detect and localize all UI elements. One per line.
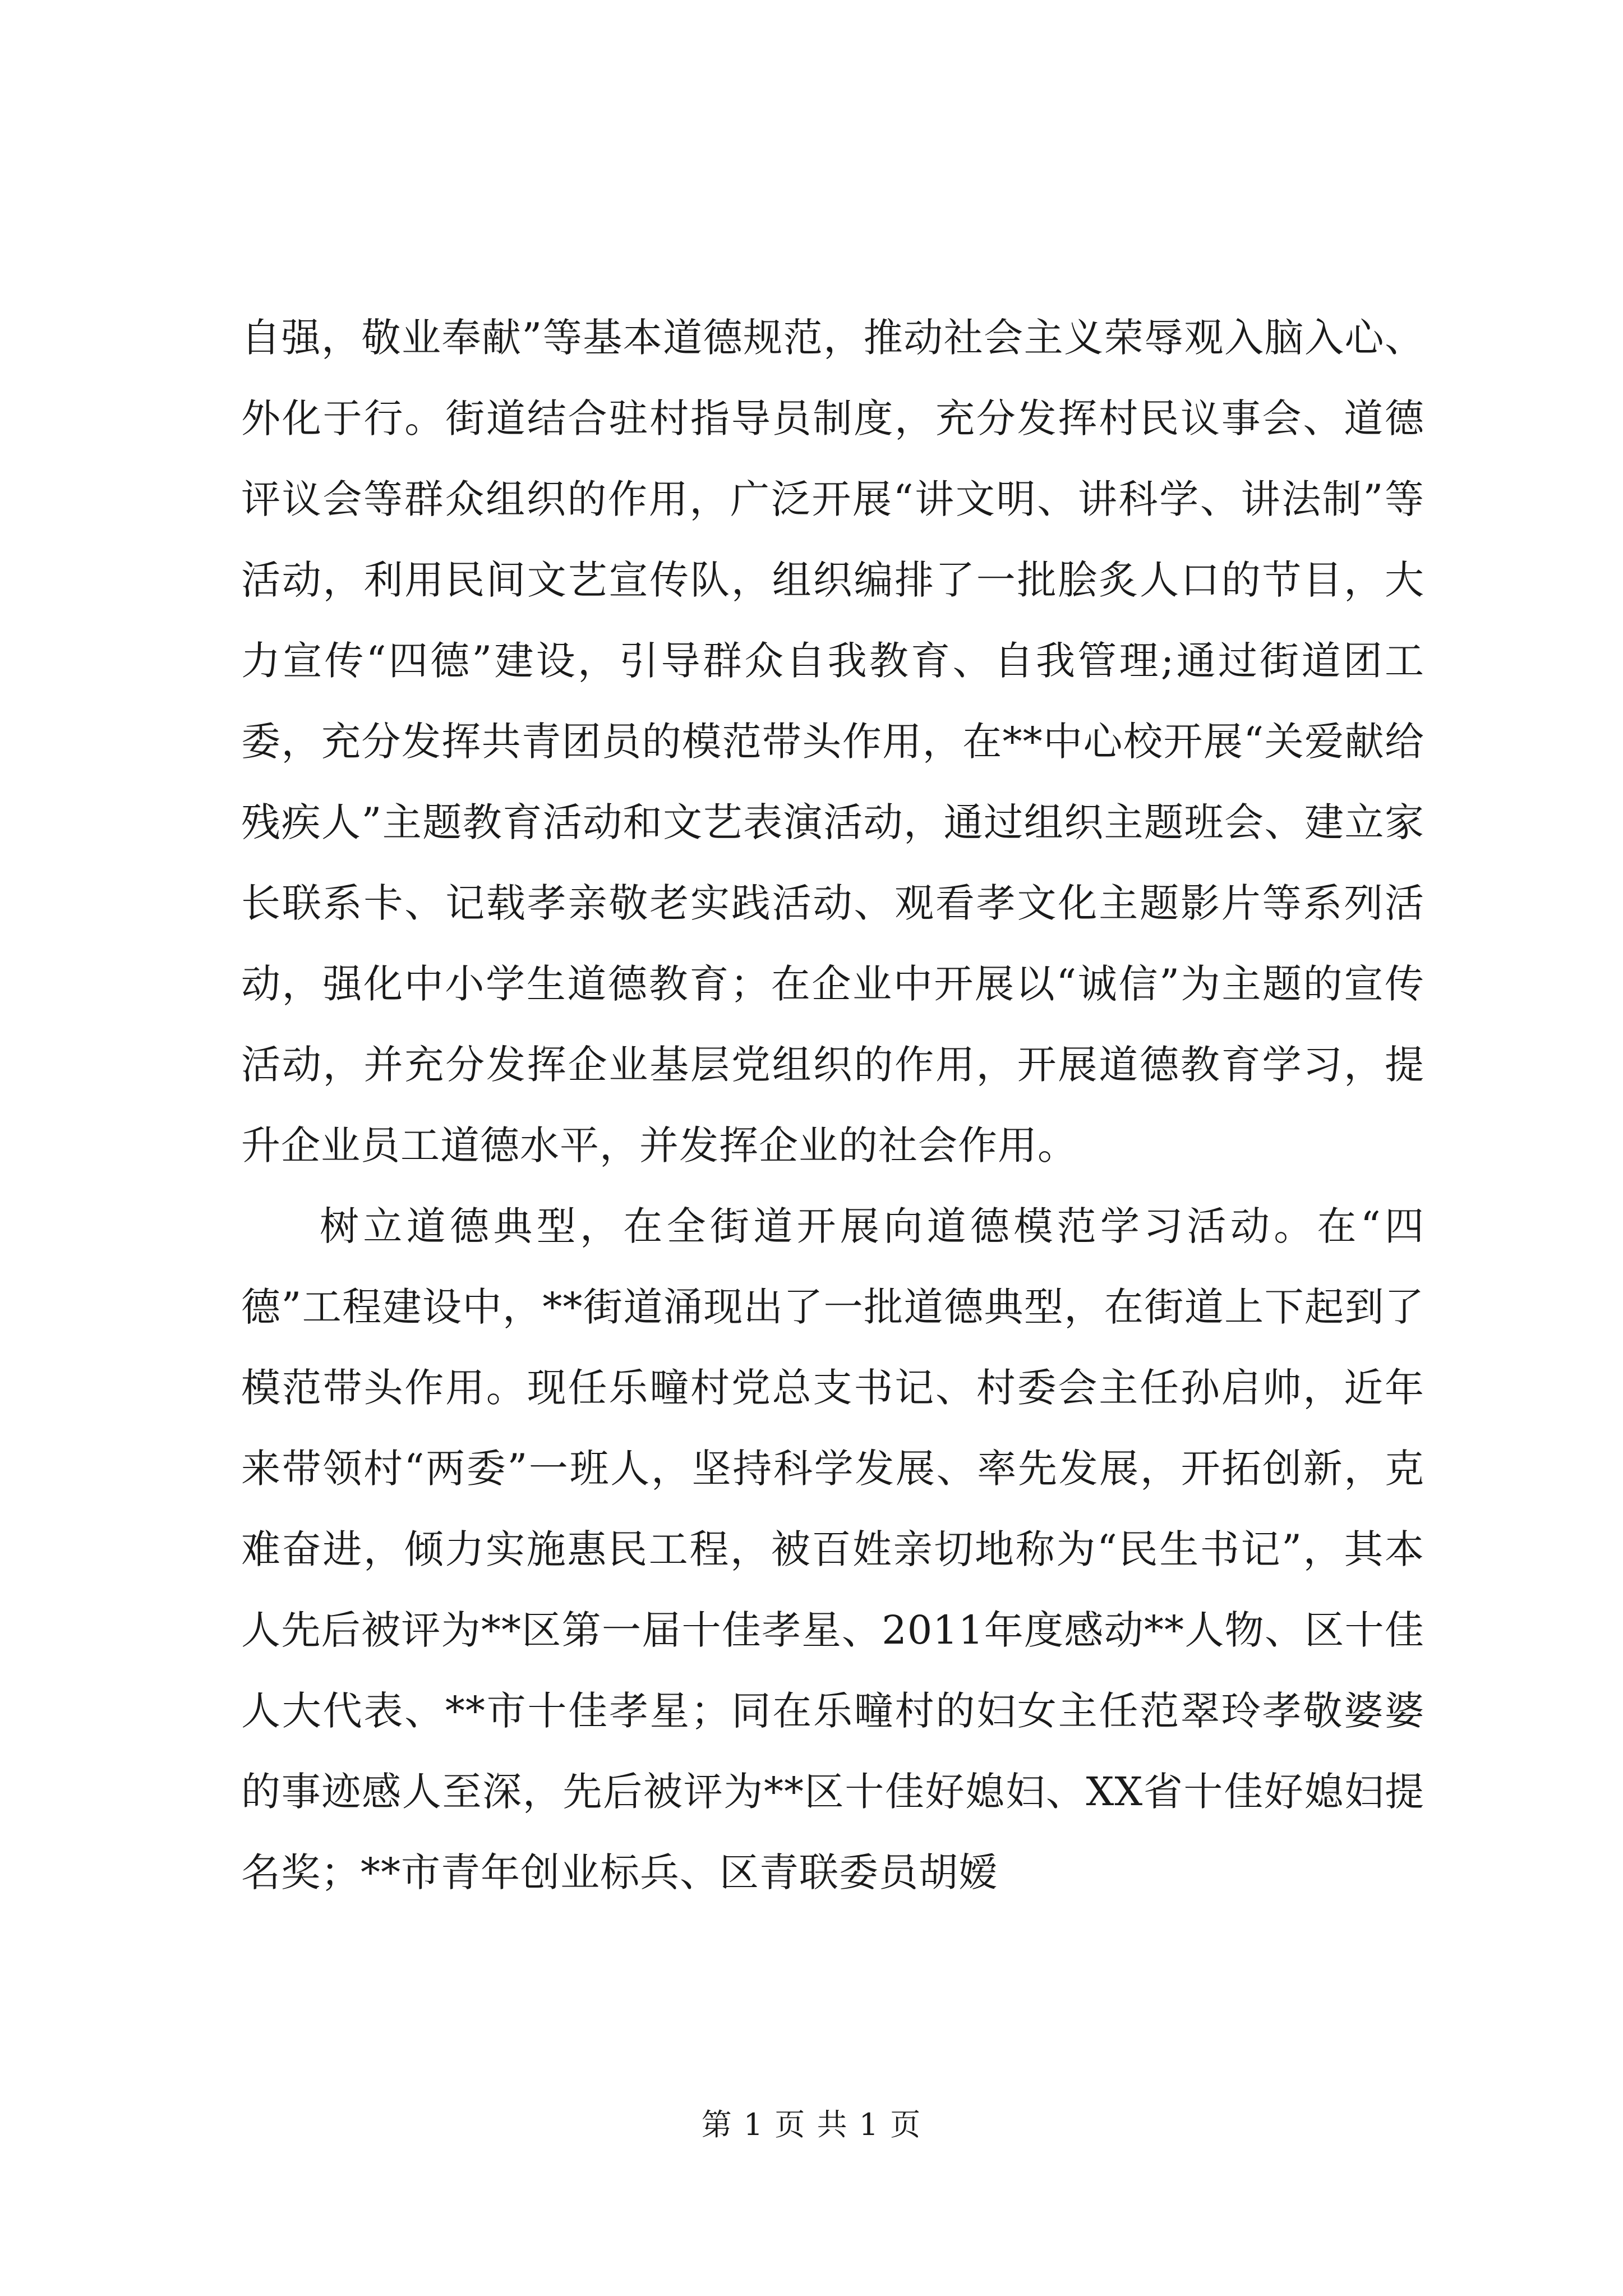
- document-body: [241, 297, 1424, 1913]
- paragraph-2: 树立道德典型，在全街道开展向道德模范学习活动。在“四德”工程建设中，**街道涌现出了一批道德典型，在街道上下起到了模范带头作用。现任乐疃村党总支书记、村委会主任孙启帅，近年来带领村“两委”一班人，坚持科学发展、率先发展，开拓创新，克难奋进，倾力实施惠民工程，被百姓亲切地称为“民生书记”，其本人先后被评为**区第一届十佳孝星、2011年度感动**人物、区十佳人大代表、**市十佳孝星；同在乐疃村的妇女主任范翠玲孝敬婆婆的事迹感人至深，先后被评为**区十佳好媳妇、XX省十佳好媳妇提名奖；**市青年创业标兵、区青联委员胡嫒: [241, 1203, 1424, 1895]
- paragraph-1: 自强，敬业奉献”等基本道德规范，推动社会主义荣辱观入脑入心、外化于行。街道结合驻村指导员制度，充分发挥村民议事会、道德评议会等群众组织的作用，广泛开展“讲文明、讲科学、讲法制”等活动，利用民间文艺宣传队，组织编排了一批脍炙人口的节目，大力宣传“四德”建设，引导群众自我教育、自我管理;通过街道团工委，充分发挥共青团员的模范带头作用，在**中心校开展“关爱献给残疾人”主题教育活动和文艺表演活动，通过组织主题班会、建立家长联系卡、记载孝亲敬老实践活动、观看孝文化主题影片等系列活动，强化中小学生道德教育；在企业中开展以“诚信”为主题的宣传活动，并充分发挥企业基层党组织的作用，开展道德教育学习，提升企业员工道德水平，并发挥企业的社会作用。: [241, 315, 1424, 1168]
- page-footer: 第 1 页 共 1 页: [701, 2107, 922, 2142]
